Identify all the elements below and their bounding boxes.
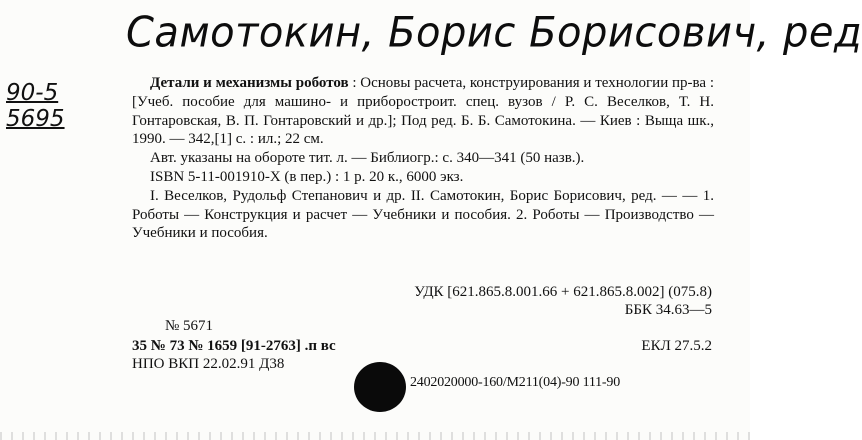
- notes-paragraph: Авт. указаны на обороте тит. л. — Библиогр.: с. 340—341 (50 назв.).: [150, 150, 585, 167]
- udk-code: УДК [621.865.8.001.66 + 621.865.8.002] (075.8): [414, 284, 712, 300]
- handwritten-heading-text: Самотокин, Борис Борисович, ред: [126, 8, 862, 58]
- npo-line: НПО ВКП 22.02.91 Д38: [132, 356, 285, 372]
- book-title: Детали и механизмы роботов: [150, 75, 349, 91]
- bibliographic-description: [132, 74, 714, 243]
- main-entry-paragraph: [132, 74, 714, 149]
- call-number-line1: 90-5: [6, 80, 59, 106]
- ekl-code: ЕКЛ 27.5.2: [641, 338, 712, 354]
- card-number: № 5671: [165, 318, 214, 334]
- punch-hole: [354, 362, 406, 412]
- bbk-code: ББК 34.63—5: [624, 302, 712, 318]
- order-line: 35 № 73 № 1659 [91-2763] .п вс: [132, 338, 336, 354]
- call-number: [6, 80, 116, 144]
- call-number-line2: 5695: [6, 106, 65, 132]
- isbn-paragraph: ISBN 5-11-001910-X (в пер.) : 1 р. 20 к., 6000 экз.: [150, 168, 464, 185]
- handwritten-heading: [126, 8, 862, 68]
- tracings-paragraph: I. Веселков, Рудольф Степанович и др. II. Самотокин, Борис Борисович, ред. — — 1. Роботы — Конструкция и расчет — Учебники и пособия. 2. Роботы — Производство — Учебники и пособия.: [132, 187, 714, 242]
- catalog-code: 2402020000-160/М211(04)-90 111-90: [410, 375, 620, 390]
- scan-noise: [0, 432, 750, 440]
- main-entry-text: : Основы расчета, конструирования и технологии пр-ва : [Учеб. пособие для машино- и приборостроит. спец. вузов / Р. С. Веселков, Т. Н. Гонтаровская, В. П. Гонтаровский и др.]; Под ред. Б. Б. Самотокина. — Киев : Выща шк., 1990. — 342,[1] с. : ил.; 22 см.: [132, 75, 714, 148]
